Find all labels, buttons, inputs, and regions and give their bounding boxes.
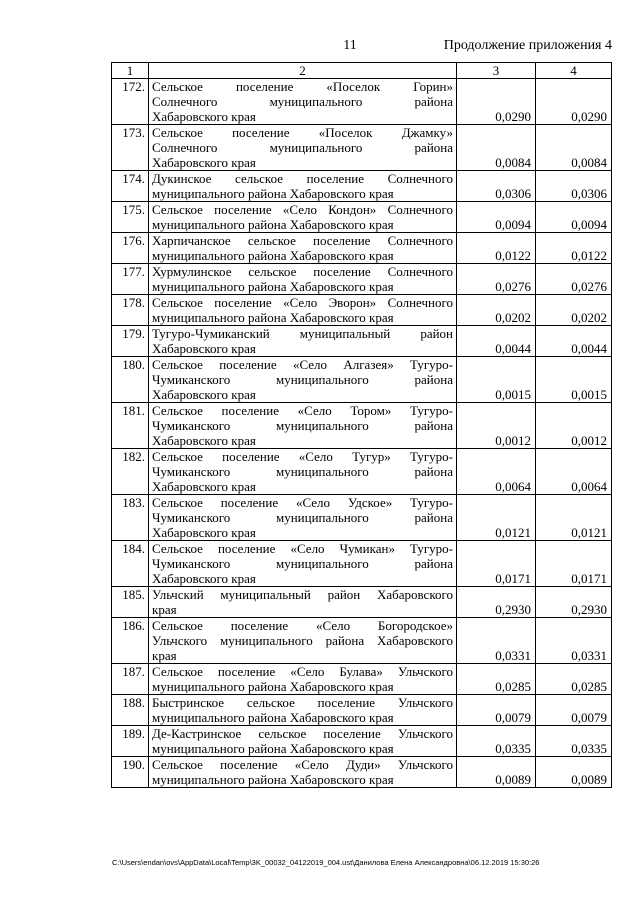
name-line: Сельское поселение «Село Чумикан» Тугуро- xyxy=(152,541,453,556)
page-number: 11 xyxy=(343,38,357,53)
municipality-name xyxy=(149,326,457,357)
municipality-name xyxy=(149,757,457,788)
municipality-name xyxy=(149,449,457,495)
row-number: 183. xyxy=(112,495,149,541)
allocation-table xyxy=(111,62,612,788)
municipality-name xyxy=(149,403,457,449)
name-line: Сельское поселение «Село Богородское» xyxy=(152,618,453,633)
name-line: муниципального района Хабаровского края xyxy=(152,217,394,232)
table-row xyxy=(112,449,612,495)
name-line: Хабаровского края xyxy=(152,155,256,170)
value-col3: 0,0084 xyxy=(457,125,536,171)
name-line: муниципального района Хабаровского края xyxy=(152,741,394,756)
value-col4: 0,0079 xyxy=(536,695,612,726)
name-line: Хабаровского края xyxy=(152,571,256,586)
name-line: края xyxy=(152,602,177,617)
row-number: 174. xyxy=(112,171,149,202)
table-row xyxy=(112,541,612,587)
value-col4: 0,0064 xyxy=(536,449,612,495)
name-line: Солнечного муниципального района xyxy=(152,94,453,109)
table-body xyxy=(112,79,612,788)
value-col3: 0,0331 xyxy=(457,618,536,664)
name-line: Хабаровского края xyxy=(152,525,256,540)
value-col3: 0,0171 xyxy=(457,541,536,587)
row-number: 181. xyxy=(112,403,149,449)
value-col3: 0,2930 xyxy=(457,587,536,618)
name-line: Чумиканского муниципального района xyxy=(152,556,453,571)
name-line: муниципального района Хабаровского края xyxy=(152,710,394,725)
value-col4: 0,0094 xyxy=(536,202,612,233)
value-col3: 0,0064 xyxy=(457,449,536,495)
name-line: Сельское поселение «Поселок Джамку» xyxy=(152,125,453,140)
table-row xyxy=(112,757,612,788)
name-line: Сельское поселение «Село Булава» Ульчского xyxy=(152,664,453,679)
value-col3: 0,0306 xyxy=(457,171,536,202)
municipality-name xyxy=(149,726,457,757)
name-line: Солнечного муниципального района xyxy=(152,140,453,155)
name-line: Сельское поселение «Село Эворон» Солнечного xyxy=(152,295,453,310)
column-header: 1 xyxy=(112,63,149,79)
municipality-name xyxy=(149,357,457,403)
name-line: муниципального района Хабаровского края xyxy=(152,310,394,325)
municipality-name xyxy=(149,618,457,664)
name-line: Сельское поселение «Село Удское» Тугуро- xyxy=(152,495,453,510)
file-path-footer: C:\Users\endan\ovs\AppData\Local\Temp\3K_00032_04122019_004.ust\Данилова Елена Александровна\06.12.2019 15:30:26 xyxy=(112,858,540,867)
value-col3: 0,0290 xyxy=(457,79,536,125)
table-row xyxy=(112,726,612,757)
value-col3: 0,0079 xyxy=(457,695,536,726)
name-line: Сельское поселение «Поселок Горин» xyxy=(152,79,453,94)
value-col4: 0,0171 xyxy=(536,541,612,587)
row-number: 184. xyxy=(112,541,149,587)
value-col4: 0,0285 xyxy=(536,664,612,695)
name-line: муниципального района Хабаровского края xyxy=(152,279,394,294)
municipality-name xyxy=(149,125,457,171)
row-number: 185. xyxy=(112,587,149,618)
name-line: Сельское поселение «Село Алгазея» Тугуро- xyxy=(152,357,453,372)
municipality-name xyxy=(149,171,457,202)
name-line: Сельское поселение «Село Дуди» Ульчского xyxy=(152,757,453,772)
value-col3: 0,0335 xyxy=(457,726,536,757)
name-line: Дукинское сельское поселение Солнечного xyxy=(152,171,453,186)
table-row xyxy=(112,403,612,449)
row-number: 179. xyxy=(112,326,149,357)
name-line: Хабаровского края xyxy=(152,387,256,402)
value-col3: 0,0094 xyxy=(457,202,536,233)
table-row xyxy=(112,202,612,233)
name-line: Сельское поселение «Село Тором» Тугуро- xyxy=(152,403,453,418)
value-col4: 0,0044 xyxy=(536,326,612,357)
value-col4: 0,0121 xyxy=(536,495,612,541)
value-col3: 0,0121 xyxy=(457,495,536,541)
name-line: края xyxy=(152,648,177,663)
table-row xyxy=(112,357,612,403)
name-line: Чумиканского муниципального района xyxy=(152,464,453,479)
table-header-row xyxy=(112,63,612,79)
table-row xyxy=(112,233,612,264)
row-number: 182. xyxy=(112,449,149,495)
value-col4: 0,0276 xyxy=(536,264,612,295)
value-col3: 0,0122 xyxy=(457,233,536,264)
name-line: Хабаровского края xyxy=(152,341,256,356)
name-line: Хабаровского края xyxy=(152,433,256,448)
table-row xyxy=(112,295,612,326)
value-col3: 0,0012 xyxy=(457,403,536,449)
table-row xyxy=(112,326,612,357)
name-line: Чумиканского муниципального района xyxy=(152,372,453,387)
municipality-name xyxy=(149,233,457,264)
column-header: 3 xyxy=(457,63,536,79)
value-col4: 0,0202 xyxy=(536,295,612,326)
value-col3: 0,0015 xyxy=(457,357,536,403)
name-line: Чумиканского муниципального района xyxy=(152,418,453,433)
continuation-title: Продолжение приложения 4 xyxy=(443,38,612,53)
value-col4: 0,0015 xyxy=(536,357,612,403)
name-line: Хурмулинское сельское поселение Солнечного xyxy=(152,264,453,279)
name-line: Де-Кастринское сельское поселение Ульчского xyxy=(152,726,453,741)
table-row xyxy=(112,587,612,618)
table-row xyxy=(112,618,612,664)
table-row xyxy=(112,79,612,125)
value-col4: 0,0012 xyxy=(536,403,612,449)
name-line: Тугуро-Чумиканский муниципальный район xyxy=(152,326,453,341)
value-col4: 0,0290 xyxy=(536,79,612,125)
row-number: 173. xyxy=(112,125,149,171)
municipality-name xyxy=(149,79,457,125)
value-col3: 0,0089 xyxy=(457,757,536,788)
name-line: Быстринское сельское поселение Ульчского xyxy=(152,695,453,710)
table-row xyxy=(112,495,612,541)
municipality-name xyxy=(149,202,457,233)
row-number: 175. xyxy=(112,202,149,233)
row-number: 188. xyxy=(112,695,149,726)
municipality-name xyxy=(149,264,457,295)
value-col4: 0,0122 xyxy=(536,233,612,264)
value-col4: 0,0084 xyxy=(536,125,612,171)
row-number: 177. xyxy=(112,264,149,295)
column-header: 4 xyxy=(536,63,612,79)
name-line: Сельское поселение «Село Тугур» Тугуро- xyxy=(152,449,453,464)
name-line: Сельское поселение «Село Кондон» Солнечного xyxy=(152,202,453,217)
name-line: Хабаровского края xyxy=(152,479,256,494)
row-number: 186. xyxy=(112,618,149,664)
municipality-name xyxy=(149,587,457,618)
name-line: муниципального района Хабаровского края xyxy=(152,772,394,787)
name-line: муниципального района Хабаровского края xyxy=(152,248,394,263)
value-col4: 0,0306 xyxy=(536,171,612,202)
municipality-name xyxy=(149,295,457,326)
value-col4: 0,0331 xyxy=(536,618,612,664)
name-line: муниципального района Хабаровского края xyxy=(152,186,394,201)
value-col4: 0,0089 xyxy=(536,757,612,788)
name-line: муниципального района Хабаровского края xyxy=(152,679,394,694)
municipality-name xyxy=(149,541,457,587)
name-line: Ульчский муниципальный район Хабаровского xyxy=(152,587,453,602)
municipality-name xyxy=(149,695,457,726)
name-line: Чумиканского муниципального района xyxy=(152,510,453,525)
table-row xyxy=(112,171,612,202)
row-number: 189. xyxy=(112,726,149,757)
municipality-name xyxy=(149,495,457,541)
value-col4: 0,2930 xyxy=(536,587,612,618)
row-number: 178. xyxy=(112,295,149,326)
name-line: Харпичанское сельское поселение Солнечного xyxy=(152,233,453,248)
value-col3: 0,0202 xyxy=(457,295,536,326)
name-line: Хабаровского края xyxy=(152,109,256,124)
name-line: Ульчского муниципального района Хабаровского xyxy=(152,633,453,648)
row-number: 187. xyxy=(112,664,149,695)
table-row xyxy=(112,695,612,726)
value-col3: 0,0285 xyxy=(457,664,536,695)
row-number: 172. xyxy=(112,79,149,125)
value-col3: 0,0044 xyxy=(457,326,536,357)
row-number: 190. xyxy=(112,757,149,788)
row-number: 180. xyxy=(112,357,149,403)
value-col4: 0,0335 xyxy=(536,726,612,757)
column-header: 2 xyxy=(149,63,457,79)
table-row xyxy=(112,125,612,171)
table-row xyxy=(112,664,612,695)
table-row xyxy=(112,264,612,295)
value-col3: 0,0276 xyxy=(457,264,536,295)
row-number: 176. xyxy=(112,233,149,264)
municipality-name xyxy=(149,664,457,695)
